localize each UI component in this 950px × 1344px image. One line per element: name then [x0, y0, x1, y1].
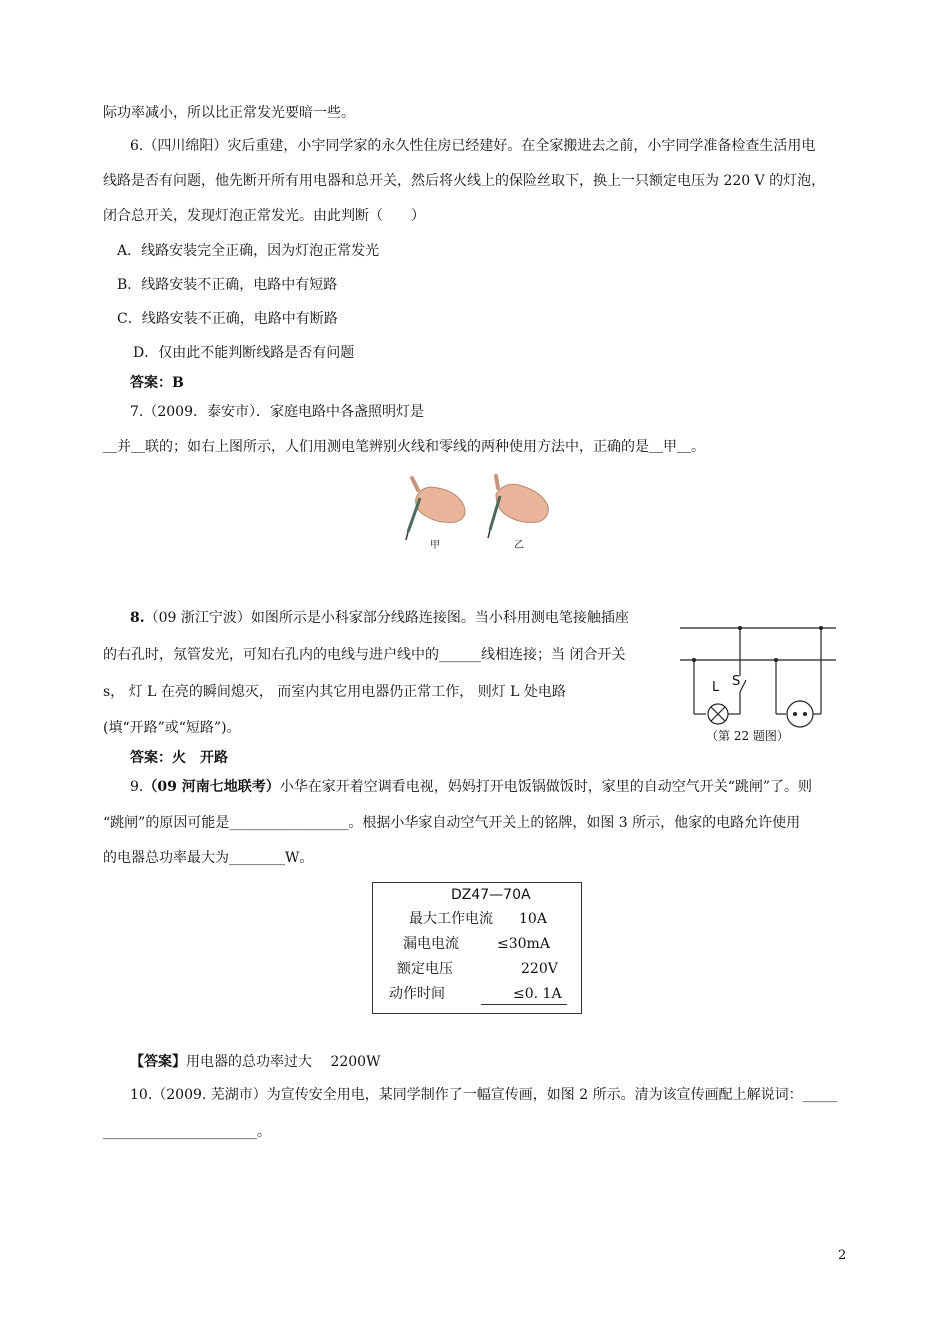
q6-line-3: 闭合总开关，发现灯泡正常发光。由此判断（ ）: [103, 208, 425, 224]
q8-answer: 答案：火 开路: [130, 750, 228, 766]
nameplate-label-1: 最大工作电流: [409, 911, 493, 927]
q9-answer-tag: 【答案】: [130, 1054, 186, 1070]
circuit-caption: （第 22 题图）: [706, 729, 789, 743]
fig-label-yi: 乙: [514, 540, 524, 551]
q7-line-2-end: 。: [691, 439, 705, 455]
q8-number: 8.: [130, 610, 145, 626]
q9-line-1-text: 小华在家开着空调看电视，妈妈打开电饭锅做饭时，家里的自动空气开关“跳闸”了。则: [279, 779, 813, 795]
q8-line-2: 的右孔时，氖管发光，可知右孔内的电线与进户线中的______线相连接；当 闭合开关: [103, 647, 626, 663]
q7-line-2-mid: 联的；如右上图所示，人们用测电笔辨别火线和零线的两种使用方法中，正确的是: [145, 439, 649, 455]
q9-answer-text: 用电器的总功率过大 2200W: [186, 1054, 381, 1070]
q9-line-1: [130, 777, 812, 797]
nameplate-value-1: 10A: [519, 911, 547, 927]
nameplate-value-3: 220V: [521, 961, 558, 977]
q8-line-3: s， 灯 L 在亮的瞬间熄灭， 而室内其它用电器仍正常工作， 则灯 L 处电路: [103, 684, 566, 700]
test-pen-figure: [398, 470, 554, 555]
q9-number: 9.: [130, 779, 144, 795]
q8-line-1: [130, 608, 629, 628]
q9-answer: [130, 1052, 380, 1072]
q6-line-2: 线路是否有问题，他先断开所有用电器和总开关，然后将火线上的保险丝取下，换上一只额定电压为 220 V 的灯泡，: [103, 173, 826, 189]
q7-line-1: 7.（2009．泰安市）．家庭电路中各盏照明灯是: [130, 404, 424, 420]
nameplate-underline: [481, 1004, 567, 1005]
q10-line-1: 10.（2009. 芜湖市）为宣传安全用电，某同学制作了一幅宣传画，如图 2 所示。清为该宣传画配上解说词：_____: [130, 1087, 838, 1103]
nameplate-value-2: ≤30mA: [497, 936, 550, 952]
fig-label-jia: 甲: [430, 540, 440, 551]
continuation-text: 际功率减小，所以比正常发光要暗一些。: [103, 105, 355, 121]
page-number: 2: [838, 1248, 847, 1263]
q6-line-1: 6.（四川绵阳）灾后重建，小宇同学家的永久性住房已经建好。在全家搬进去之前，小宇同学准备检查生活用电: [130, 138, 816, 154]
nameplate-box: [372, 882, 582, 1014]
circuit-diagram: [676, 612, 840, 748]
q7-line-2: [103, 437, 705, 457]
switch-label: S: [732, 674, 741, 689]
q9-line-2: “跳闸”的原因可能是_________________。根据小华家自动空气开关上的铭牌，如图 3 所示，他家的电路允许使用: [103, 815, 801, 831]
q7-blank-1: ＿并＿: [103, 439, 145, 455]
nameplate-title: DZ47—70A: [451, 887, 531, 903]
q6-option-d: D．仅由此不能判断线路是否有问题: [133, 345, 355, 361]
q8-line-4: (填“开路”或“短路”)。: [103, 720, 241, 736]
q10-line-2: ______________________。: [103, 1124, 271, 1140]
q7-blank-2: ＿甲＿: [649, 439, 691, 455]
q6-option-c: C．线路安装不正确，电路中有断路: [117, 311, 338, 327]
q6-answer: 答案：B: [130, 375, 184, 391]
nameplate-label-2: 漏电电流: [403, 936, 459, 952]
nameplate-label-4: 动作时间: [389, 986, 445, 1002]
q6-option-b: B．线路安装不正确，电路中有短路: [117, 277, 338, 293]
q6-option-a: A．线路安装完全正确，因为灯泡正常发光: [117, 243, 380, 259]
q8-line-1-text: （09 浙江宁波）如图所示是小科家部分线路连接图。当小科用测电笔接触插座: [144, 610, 629, 626]
q9-source: （09 河南七地联考）: [143, 779, 280, 795]
nameplate-label-3: 额定电压: [397, 961, 453, 977]
lamp-label: L: [712, 680, 720, 695]
q9-line-3: 的电器总功率最大为________W。: [103, 850, 314, 866]
test-pen-illustration: [398, 470, 554, 555]
nameplate-value-4: ≤0. 1A: [513, 986, 562, 1002]
